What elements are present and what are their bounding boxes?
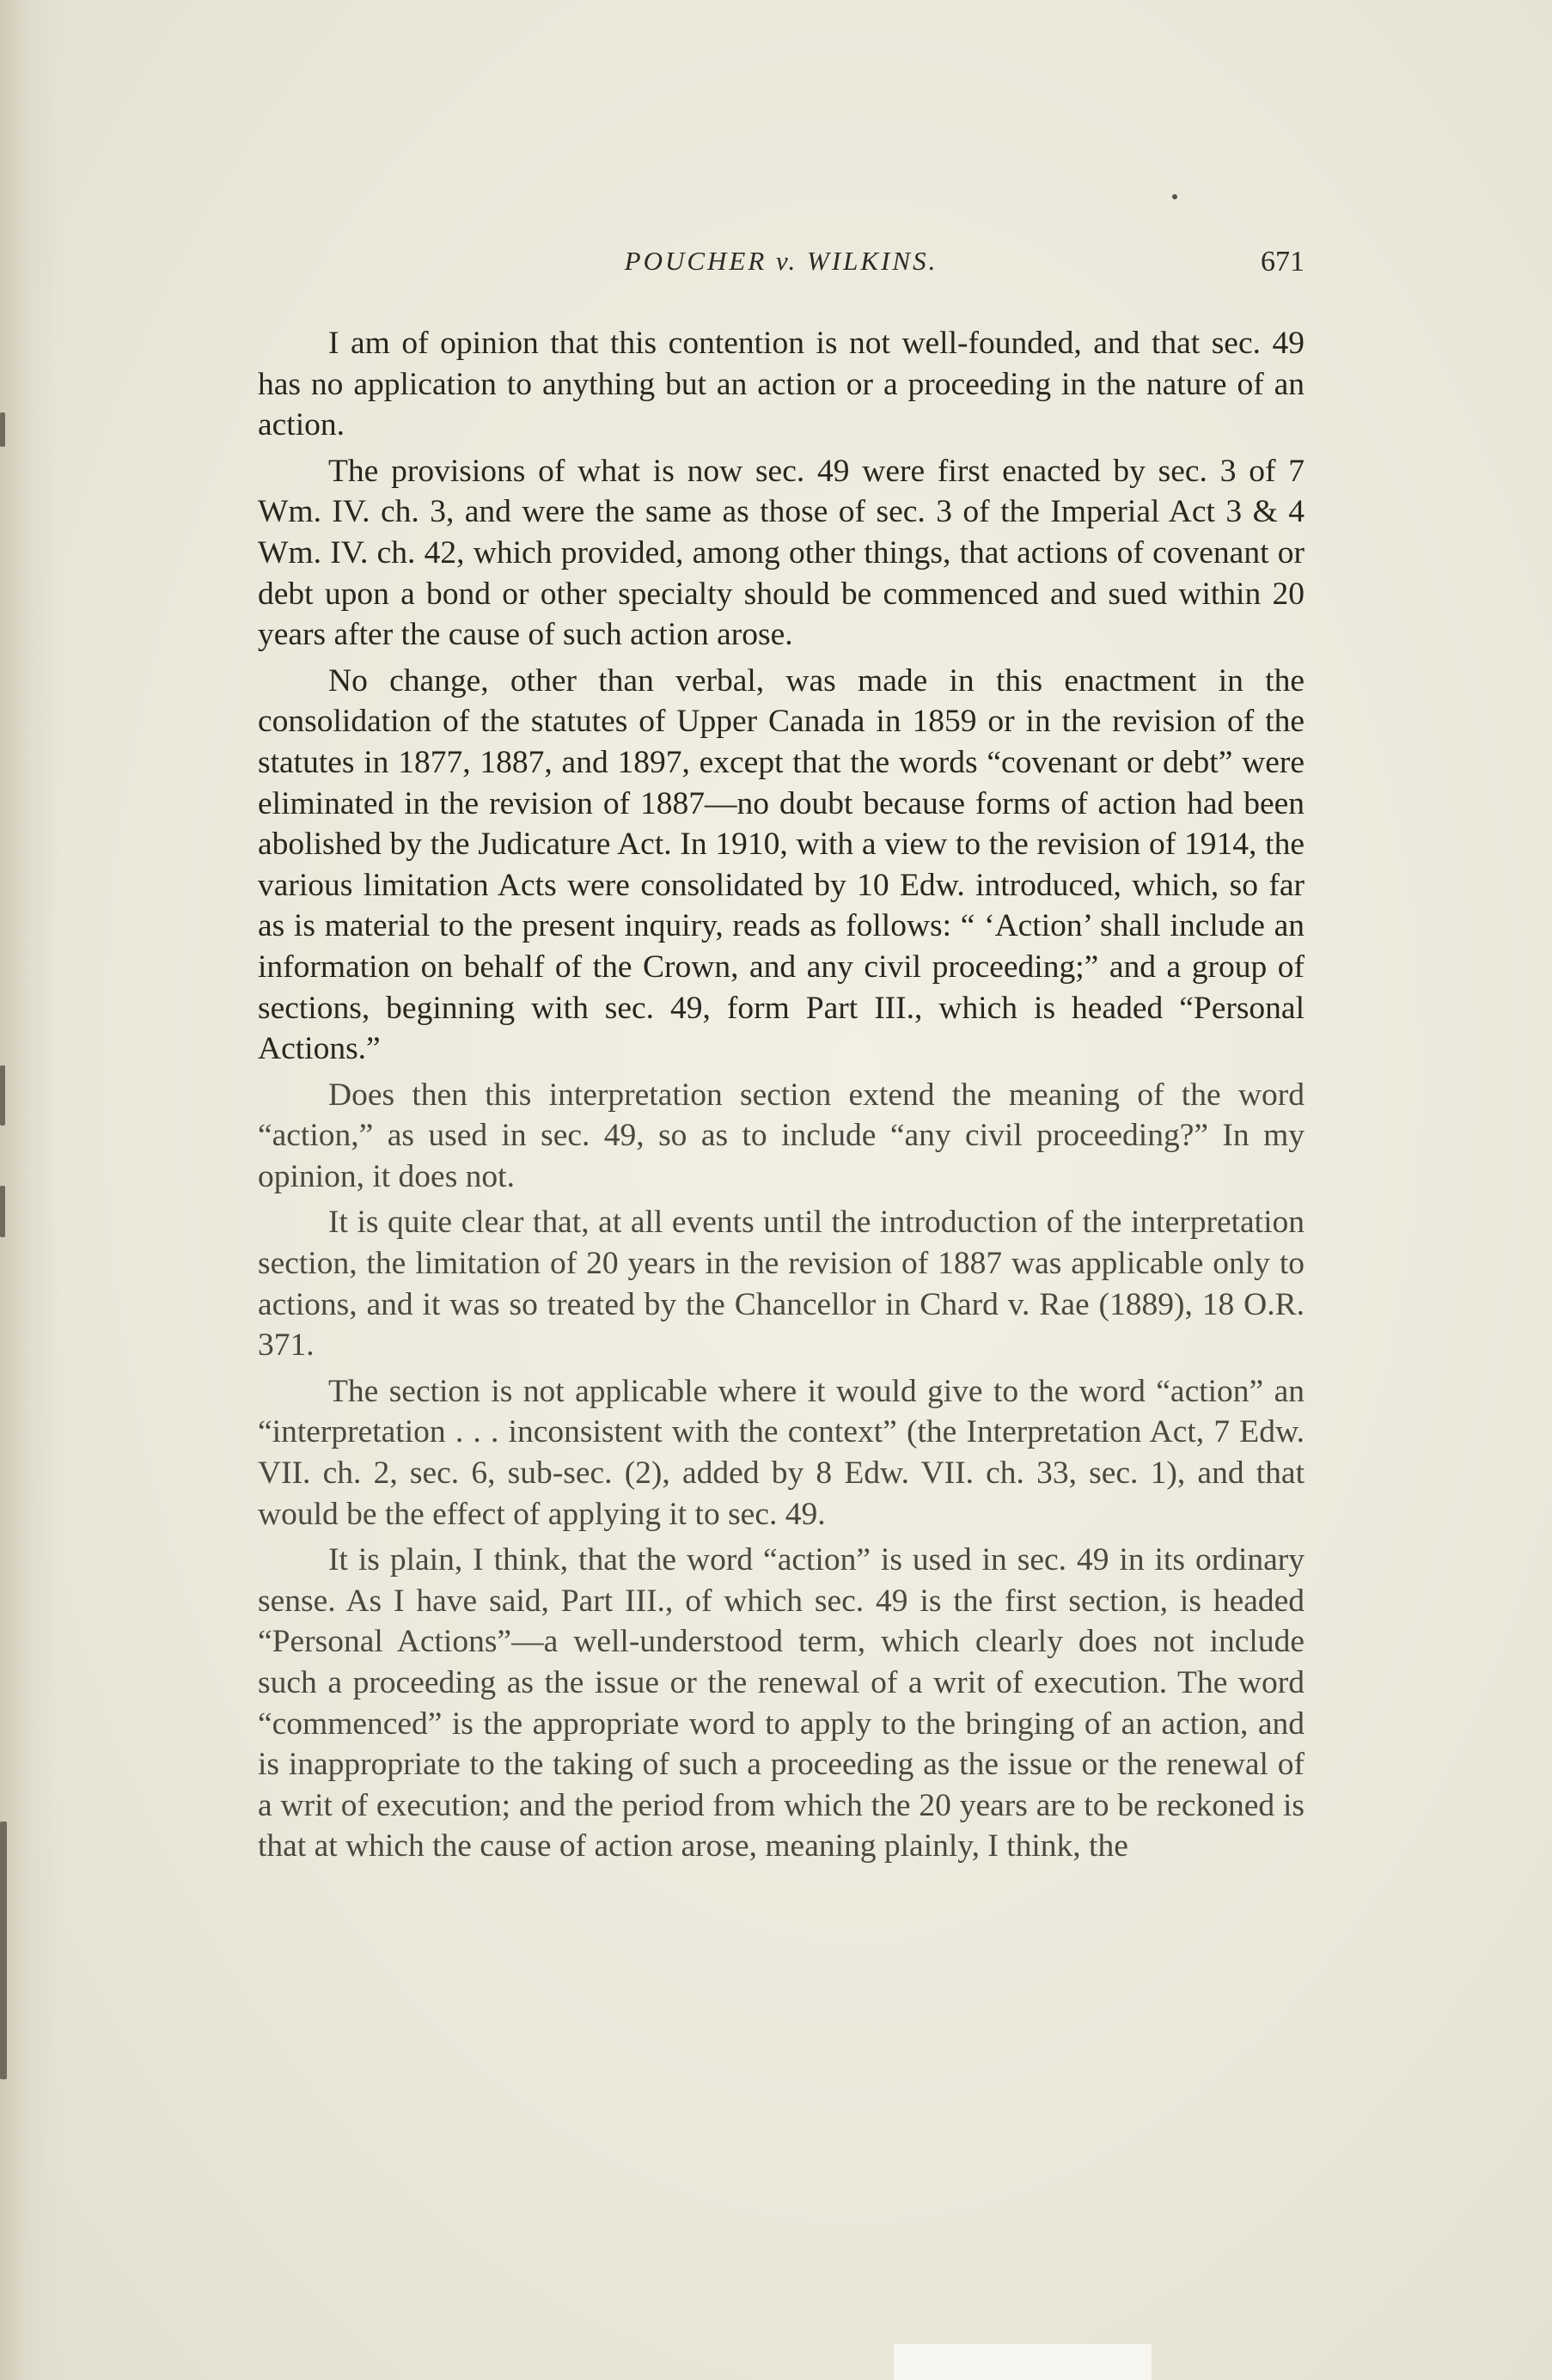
gutter-mark [0,1186,5,1237]
gutter-mark [0,1822,7,2079]
scan-edge-strip [894,2344,1152,2380]
paragraph: No change, other than verbal, was made in this enactment in the consolidation of the statutes of Upper Canada in 1859 or in the revision of the statutes in 1877, 1887, and 1897, except that the words “covenant or debt” were eliminated in the revision of 1887—no doubt because forms of action had been abolished by the Judicature Act. In 1910, with a view to the revision of 1914, the various limitation Acts were consolidated by 10 Edw. introduced, which, so far as is material to the present inquiry, reads as follows: “ ‘Action’ shall include an information on behalf of the Crown, and any civil proceeding;” and a group of sections, beginning with sec. 49, form Part III., which is headed “Personal Actions.” [258,662,1305,1067]
ink-speck [1172,194,1177,199]
gutter-mark [0,1065,5,1126]
binding-gutter [0,0,60,2380]
body-text [258,323,1305,1872]
page-number: 671 [1261,246,1305,278]
paragraph: The section is not applicable where it would give to the word “action” an “interpretation . . . inconsistent with the context” (the Interpretation Act, 7 Edw. VII. ch. 2, sec. 6, sub-sec. (2), added by 8 Edw. VII. ch. 33, sec. 1), and that would be the effect of applying it to sec. 49. [258,1373,1305,1532]
paragraph: It is quite clear that, at all events until the introduction of the interpretation section, the limitation of 20 years in the revision of 1887 was applicable only to actions, and it was so treated by the Chancellor in Chard v. Rae (1889), 18 O.R. 371. [258,1205,1305,1364]
paragraph: It is plain, I think, that the word “action” is used in sec. 49 in its ordinary sense. As I have said, Part III., of which sec. 49 is the first section, is headed “Personal Actions”—a well-understood term, which clearly does not include such a proceeding as the issue or the renewal of a writ of execution. The word “commenced” is the appropriate word to apply to the bringing of an action, and is inappropriate to the taking of such a proceeding as the issue or the renewal of a writ of execution; and the period from which the 20 years are to be reckoned is that at which the cause of action arose, meaning plainly, I think, the [258,1542,1305,1864]
gutter-mark [0,412,5,447]
paragraph: Does then this interpretation section extend the meaning of the word “action,” as used in sec. 49, so as to include “any civil proceeding?” In my opinion, it does not. [258,1077,1305,1194]
running-title: POUCHER v. WILKINS. [624,246,938,276]
paragraph: I am of opinion that this contention is not well-founded, and that sec. 49 has no application to anything but an action or a proceeding in the nature of an action. [258,326,1305,443]
running-header [258,246,1305,280]
paragraph: The provisions of what is now sec. 49 were first enacted by sec. 3 of 7 Wm. IV. ch. 3, and were the same as those of sec. 3 of the Imperial Act 3 & 4 Wm. IV. ch. 42, which provided, among other things, that actions of covenant or debt upon a bond or other specialty should be commenced and sued within 20 years after the cause of such action arose. [258,453,1305,653]
